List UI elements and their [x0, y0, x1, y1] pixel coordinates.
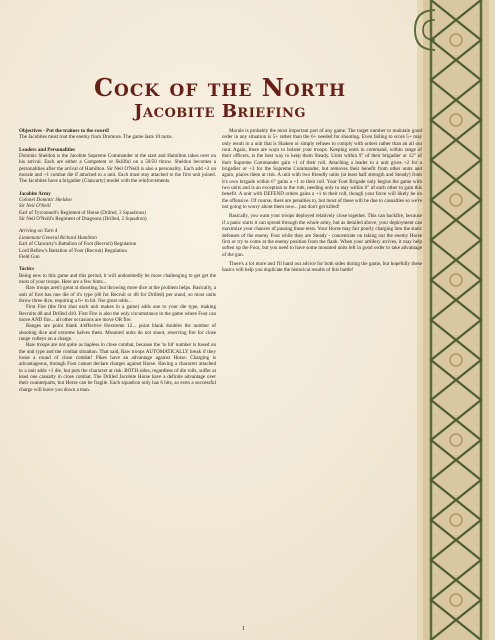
army-line: Earl of Tyrconnell's Regiment of Horse (Drilled, 3 Squadrons): [19, 209, 147, 216]
body-paragraph: Basically, you want your troops deployed relatively close together. This can backfire, because if a panic starts it can spread through the whole army, but as detailed above, your deployment can maximize your chances of passing those tests. Your Horse may fair poorly charging into the static defenses of the enemy Foot while they are Steady - concentrate on taking out the enemy Horse first or try to come at the enemy position from the flank. When your artillery arrives, it may help soften up the Foot, but you need to have some mounted units left in good order to take advantage of the gun.: [222, 213, 422, 258]
left-column: [19, 128, 216, 393]
objectives-text: The Jacobites must rout the enemy from Dromore. The game lasts 10 turns.: [19, 134, 173, 141]
army-heading: Jacobite Army: [19, 190, 51, 197]
body-paragraph: There's a lot more and I'll hand out advice for both sides during the game, but hopefully these basics will help you duplicate the historical results of this battle!: [222, 260, 422, 274]
objectives-heading: Objectives - Put the traitors to the sword!: [19, 128, 110, 134]
army-line: Sir Neil O'Neill's Regiment of Dragoons (Drilled, 2 Squadron): [19, 216, 147, 223]
right-column: [222, 128, 422, 274]
leaders-heading: Leaders and Personalities: [19, 146, 76, 153]
tactics-heading: Tactics: [19, 266, 35, 273]
tactics-paragraph: Raw troops aren't great at shooting, but throwing more dice at the problem helps. Basically, a unit of foot has one die of it's type (d6 for Recruit or d8 for Drilled) per stand, so most units throw three dice, requiring a 6+ to hit. Not great odds...: [19, 285, 216, 304]
army-line: Colonel Dominic Sheldon: [19, 197, 72, 204]
page-subtitle: Jacobite Briefing: [134, 101, 306, 122]
corner-ornament: [395, 0, 435, 60]
page-title: Cock of the North: [93, 73, 347, 102]
tactics-paragraph: First Fire (the first shot each unit makes in a game) adds one to your die type, making Recruits d8 and Drilled d10. First Fire is also the only circumstance in the game where Foot can move AND fire... all other occasions are move OR fire.: [19, 304, 216, 323]
arrival-line: Lieutenant General Richard Hamilton: [19, 234, 97, 241]
page-number: 1: [242, 626, 245, 632]
leaders-text: Dominic Sheldon is the Jacobite Supreme Commander at the start and Hamilton takes over on his arrival. Each are either a Competent or Skillful on a 50/50 throw. Sheldon becomes a personalities after the arrival of Hamilton. Sir Neil O'Neill is also a personality. Each add +2 on morale and +1 combat die if attached to a unit. Each must stay attached to the first unit joined. The Jacobites have a brigadier (Clancarty) model with the reinforcements.: [19, 153, 216, 185]
tactics-paragraph: Being new to this game and this period, it will undoubtedly be more challenging to get get the most of your troops. Here are a few hints...: [19, 272, 216, 285]
army-line: Sir Neil O'Neill: [19, 203, 51, 210]
tactics-paragraph: Ranges are point blank 4/effective 8/extreme 12... point blank doubles the number of shooting dice and extreme halves them. Mounted units do not shoot, reserving fire for close range volleys on a charge.: [19, 323, 216, 342]
celtic-knot-border: [417, 0, 495, 640]
tactics-paragraph: Raw troops are not quite as hapless in close combat, because the 'to hit' number is based on the unit type and the combat situation. That said, Raw troops AUTOMATICALLY break if they loose a round of close combat! Pikes have an advantage against Horse. Charging is advantageous, through Foot cannot declare charges against Horse. Having a character attached to a unit adds +1 die, but puts the character at risk. BOTH sides, regardless of die rolls, suffer at least one casualty in close combat. The Drilled Jacobite Horse have a definite advantage over their counterparts, but Horse can be fragile. Each squadron only has 6 hits, so even a successful charge will leave you down a man.: [19, 342, 216, 393]
arrival-line: Earl of Clancarty's Battalion of Foot (Recruit) Regulation: [19, 241, 137, 248]
title-block: [30, 75, 410, 123]
arrival-line: Lord Bellew's Battalion of Foot (Recruit) Regulation: [19, 247, 127, 254]
body-paragraph: Morale is probably the most important part of any game. The target number to maintain good order in any situation is 5+ rather than the 6+ needed for shooting. Even failing to score 5+ may only result in a unit that is Shaken or simply refuses to comply with orders rather than an all out rout. Again, there are ways to bolster your troops. Keeping units in command, within range of their officers, is the best way to keep them Steady. Units within 9" of their brigadier or 12" of their Supreme Commander gain +1 of their roll. Attaching a leader to a unit gives +2 for a brigadier or +3 for the Supreme Commander, but removes their benefit from other units and again, places them at risk. A unit with two friendly units (at least half strength and Steady) from it's own brigade within 6" gains a +1 to their roll. Your Foot Brigade only begins the game with two units and is an exception to the rule, needing only to stay within 6" of each other to gain this benefit. A unit with DEFEND orders gains a +1 to their roll, though your force will likely be on the offensive. Of course, there are penalties to, but most of these will be due to casualties so we're not going to worry about them now... just don't get killed!: [222, 128, 422, 211]
arrival-line: Field Gun: [19, 253, 40, 260]
arrival-line: Arriving on Turn 4: [19, 228, 58, 235]
